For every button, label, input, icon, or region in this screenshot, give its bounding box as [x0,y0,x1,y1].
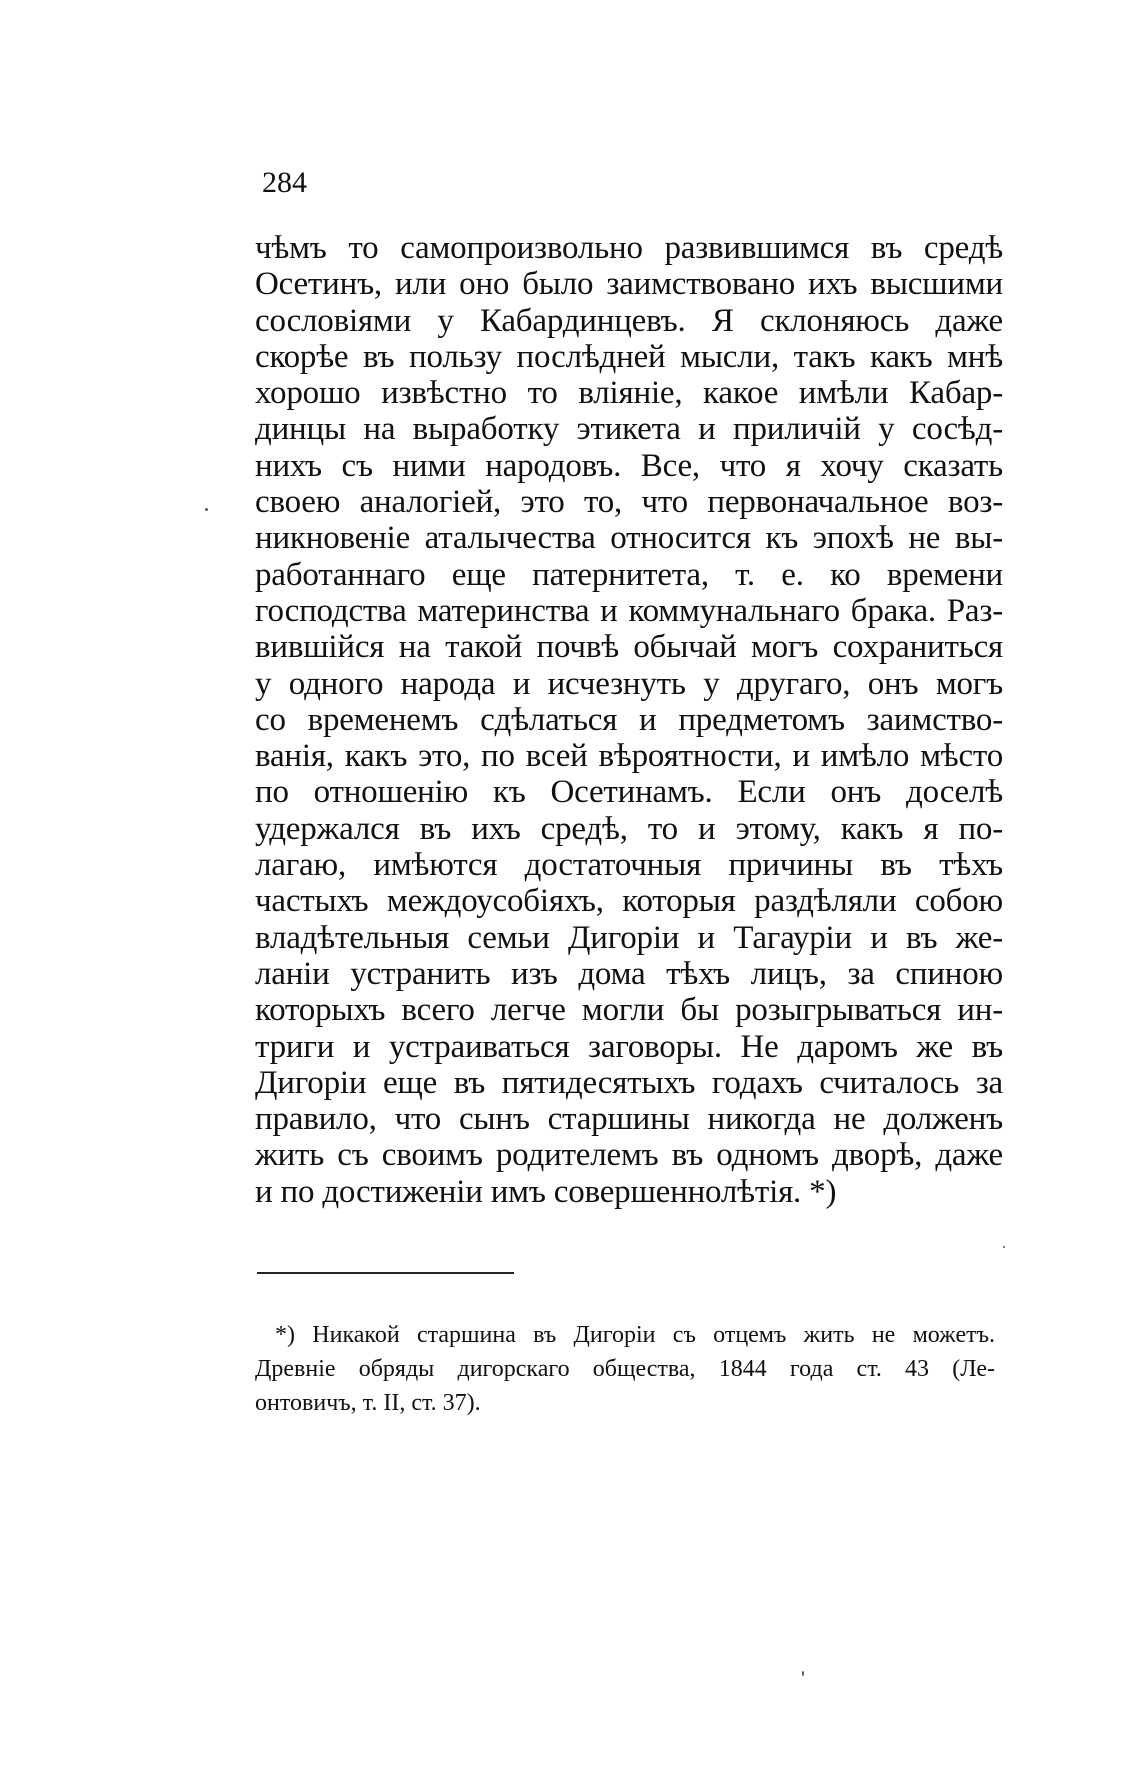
body-line: никновеніе аталычества относится къ эпохѣ не вы- [255,520,1003,557]
footnote-rule [257,1272,514,1274]
body-line: лагаю, имѣются достаточныя причины въ тѣхъ [255,847,1003,884]
body-line: господства материнства и коммунальнаго брака. Раз- [255,592,1003,629]
page-number: 284 [262,166,307,199]
body-line: по отношенію къ Осетинамъ. Если онъ доселѣ [255,774,1003,811]
body-line: которыхъ всего легче могли бы розыгрываться ин- [255,992,1003,1029]
footnote-line: онтовичъ, т. II, ст. 37). [255,1390,481,1416]
body-line: Дигоріи еще въ пятидесятыхъ годахъ считалось за [255,1064,1003,1101]
footnote [255,1318,995,1420]
body-line: работаннаго еще патернитета, т. е. ко времени [255,556,1003,593]
body-line: частыхъ междоусобіяхъ, которыя раздѣляли собою [255,883,1003,920]
body-line: чѣмъ то самопроизвольно развившимся въ средѣ [255,230,1003,266]
body-line: владѣтельныя семьи Дигоріи и Тагауріи и въ же- [255,919,1003,956]
body-text [255,230,1003,1210]
body-line: у одного народа и исчезнуть у другаго, онъ могъ [255,665,1003,702]
body-line: вившійся на такой почвѣ обычай могъ сохраниться [255,629,1003,666]
body-line: динцы на выработку этикета и приличій у сосѣд- [255,411,1003,448]
body-line: ланіи устранить изъ дома тѣхъ лицъ, за спиною [255,955,1003,992]
body-line: ванія, какъ это, по всей вѣроятности, и имѣло мѣсто [255,738,1003,775]
body-line: и по достиженіи имъ совершеннолѣтія. *) [255,1173,837,1210]
body-line: нихъ съ ними народовъ. Все, что я хочу сказать [255,447,1003,484]
body-line: жить съ своимъ родителемъ въ одномъ дворѣ, даже [255,1137,1003,1174]
footnote-line: *) Никакой старшина въ Дигоріи съ отцемъ жить не можетъ. [275,1322,995,1348]
print-speck [1003,1246,1005,1248]
body-line: со временемъ сдѣлаться и предметомъ заимство- [255,701,1003,738]
body-line: удержался въ ихъ средѣ, то и этому, какъ я по- [255,810,1003,847]
body-line: своею аналогіей, это то, что первоначальное воз- [255,484,1003,521]
print-speck [802,1671,804,1676]
footnote-line: Древніе обряды дигорскаго общества, 1844 года ст. 43 (Ле- [255,1356,995,1382]
body-line: триги и устраиваться заговоры. Не даромъ же въ [255,1028,1003,1065]
body-line: Осетинъ, или оно было заимствовано ихъ высшими [255,266,1003,303]
body-line: хорошо извѣстно то вліяніе, какое имѣли Кабар- [255,375,1003,412]
body-line: сословіями у Кабардинцевъ. Я склоняюсь даже [255,302,1003,339]
print-speck [205,508,208,511]
body-line: скорѣе въ пользу послѣдней мысли, такъ какъ мнѣ [255,338,1003,375]
body-line: правило, что сынъ старшины никогда не долженъ [255,1101,1003,1138]
